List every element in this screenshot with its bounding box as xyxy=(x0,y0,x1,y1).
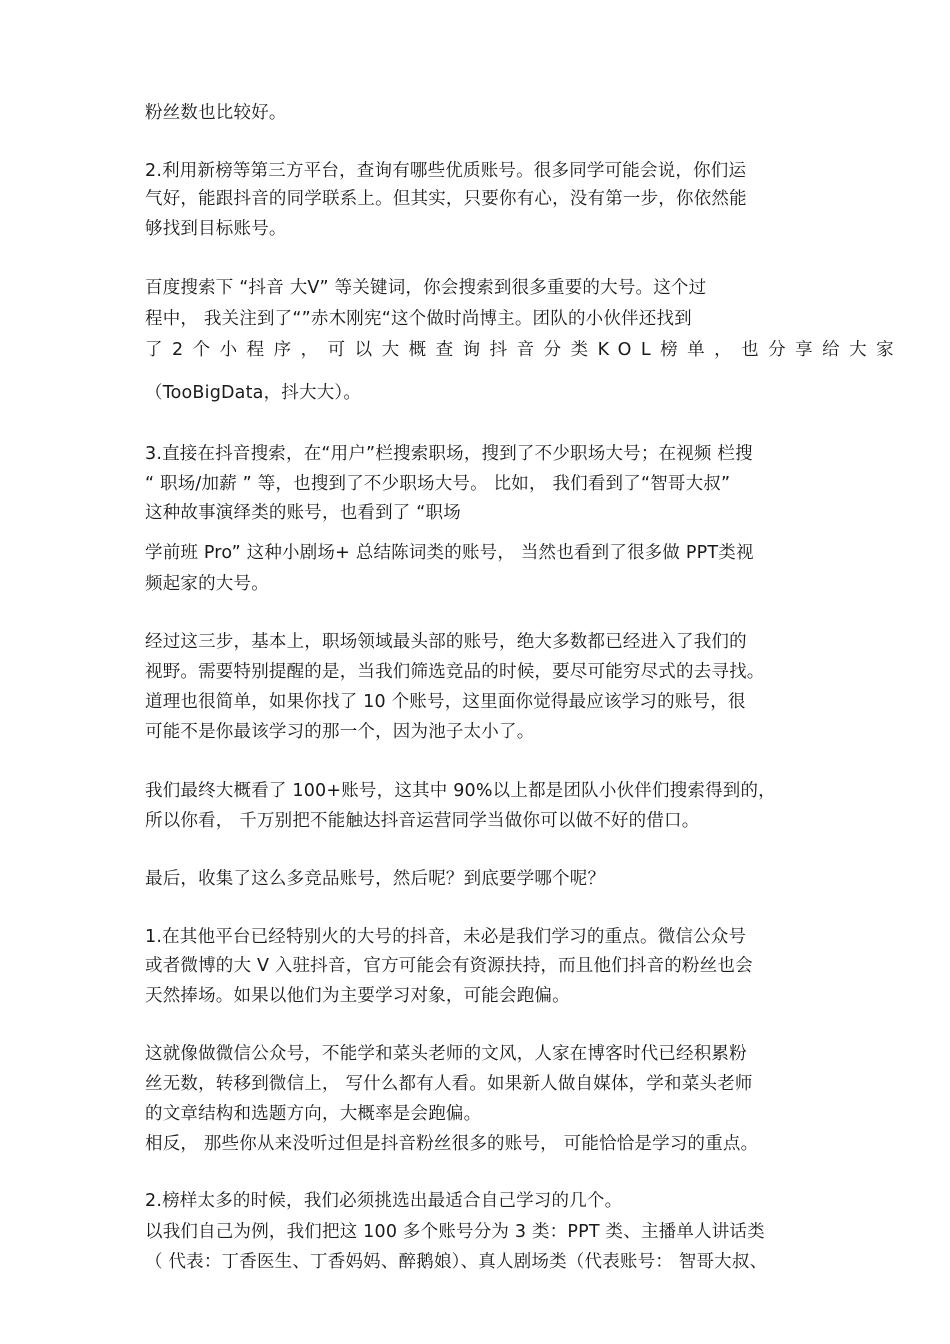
text-line: 频起家的大号。 xyxy=(145,574,269,594)
text-line: 的文章结构和选题方向，大概率是会跑偏。 xyxy=(145,1104,482,1124)
text-line: 2.榜样太多的时候，我们必须挑选出最适合自己学习的几个。 xyxy=(145,1191,623,1211)
text-line: “ 职场/加薪 ” 等，也搜到了不少职场大号。 比如， 我们看到了“智哥大叔” xyxy=(145,474,731,494)
text-line: 我们最终大概看了 100+账号，这其中 90%以上都是团队小伙伴们搜索得到的， xyxy=(145,781,776,801)
text-line: （TooBigData，抖大大）。 xyxy=(145,383,362,403)
text-line: 够找到目标账号。 xyxy=(145,219,287,239)
text-line: 所以你看， 千万别把不能触达抖音运营同学当做你可以做不好的借口。 xyxy=(145,811,700,831)
text-line: 天然捧场。如果以他们为主要学习对象，可能会跑偏。 xyxy=(145,986,570,1006)
text-line: 2.利用新榜等第三方平台，查询有哪些优质账号。很多同学可能会说，你们运 xyxy=(145,161,747,181)
text-line: 道理也很简单，如果你找了 10 个账号，这里面你觉得最应该学习的账号，很 xyxy=(145,692,746,712)
text-line: 以我们自己为例，我们把这 100 多个账号分为 3 类：PPT 类、主播单人讲话类 xyxy=(145,1222,765,1242)
text-line: 1.在其他平台已经特别火的大号的抖音，未必是我们学习的重点。微信公众号 xyxy=(145,927,747,947)
text-line: 百度搜索下 “抖音 大V” 等关键词，你会搜索到很多重要的大号。这个过 xyxy=(145,278,707,298)
text-line: 可能不是你最该学习的那一个，因为池子太小了。 xyxy=(145,722,535,742)
text-line: 学前班 Pro” 这种小剧场+ 总结陈词类的账号， 当然也看到了很多做 PPT类视 xyxy=(145,543,754,563)
text-line: 气好，能跟抖音的同学联系上。但其实，只要你有心，没有第一步，你依然能 xyxy=(145,189,747,209)
text-line: 或者微博的大 V 入驻抖音，官方可能会有资源扶持，而且他们抖音的粉丝也会 xyxy=(145,956,753,976)
text-line: 丝无数，转移到微信上， 写什么都有人看。如果新人做自媒体，学和菜头老师 xyxy=(145,1074,753,1094)
text-line: 视野。需要特别提醒的是，当我们筛选竞品的时候，要尽可能穷尽式的去寻找。 xyxy=(145,662,765,682)
text-line: （ 代表：丁香医生、丁香妈妈、醉鹅娘）、真人剧场类（代表账号： 智哥大叔、 xyxy=(145,1252,768,1272)
text-line: 相反， 那些你从来没听过但是抖音粉丝很多的账号， 可能恰恰是学习的重点。 xyxy=(145,1134,759,1154)
text-line: 最后，收集了这么多竞品账号，然后呢？到底要学哪个呢？ xyxy=(145,869,606,889)
text-line: 了2个小程序，可以大概查询抖音分类KOL榜单，也分享给大家 xyxy=(145,340,904,360)
text-line: 程中， 我关注到了“”赤木刚宪“这个做时尚博主。团队的小伙伴还找到 xyxy=(145,309,692,329)
text-line: 这种故事演绎类的账号，也看到了 “职场 xyxy=(145,503,461,523)
text-line: 粉丝数也比较好。 xyxy=(145,103,287,123)
text-line: 经过这三步，基本上，职场领域最头部的账号，绝大多数都已经进入了我们的 xyxy=(145,632,747,652)
text-line: 这就像做微信公众号，不能学和菜头老师的文风，人家在博客时代已经积累粉 xyxy=(145,1044,747,1064)
text-line: 3.直接在抖音搜索，在“用户”栏搜索职场，搜到了不少职场大号；在视频 栏搜 xyxy=(145,444,753,464)
